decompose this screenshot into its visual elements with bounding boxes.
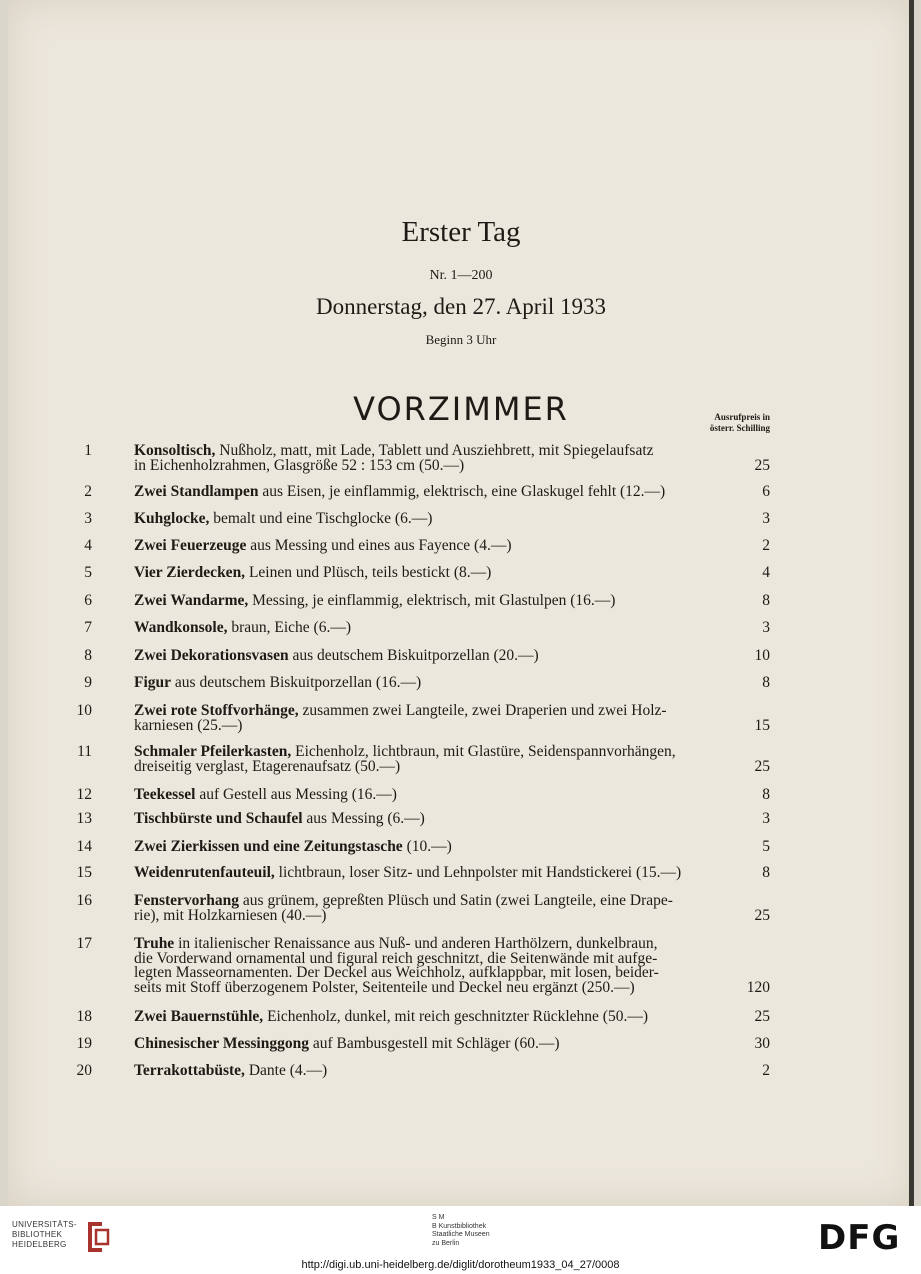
lot-number: 12 bbox=[76, 786, 92, 803]
description-line bbox=[134, 566, 768, 581]
lot-number: 9 bbox=[84, 674, 92, 691]
library-emblem-icon bbox=[84, 1218, 110, 1254]
lot-description bbox=[134, 649, 768, 664]
lot-description bbox=[134, 1010, 768, 1025]
lot-description bbox=[134, 788, 768, 803]
lot-description bbox=[134, 485, 768, 500]
description-line: rie), mit Holzkarniesen (40.—) bbox=[134, 906, 327, 924]
lot-item-name: Terrakottabüste, bbox=[134, 1062, 245, 1079]
lot-item-details: aus deutschem Biskuitporzellan (16.—) bbox=[171, 674, 422, 691]
lot-number: 6 bbox=[84, 592, 92, 609]
lot-item-details: Dante (4.—) bbox=[244, 1062, 328, 1079]
lot-number: 17 bbox=[76, 935, 92, 952]
lot-description bbox=[134, 594, 768, 609]
lot-item-name: Zwei Feuerzeuge bbox=[134, 537, 247, 554]
lot-description bbox=[134, 745, 768, 774]
lot-item-details: Eichenholz, dunkel, mit reich geschnitzter Rücklehne (50.—) bbox=[263, 1008, 648, 1025]
description-line bbox=[134, 1037, 768, 1052]
description-line bbox=[134, 539, 768, 554]
description-line bbox=[134, 866, 768, 881]
lot-number: 5 bbox=[84, 564, 92, 581]
auction-date: Donnerstag, den 27. April 1933 bbox=[315, 294, 606, 319]
lot-number: 4 bbox=[84, 537, 92, 554]
lot-item-name: Figur bbox=[134, 674, 172, 691]
lot-price: 10 bbox=[754, 647, 770, 664]
lot-price: 2 bbox=[762, 537, 770, 554]
lot-price: 30 bbox=[754, 1035, 770, 1052]
lot-price: 8 bbox=[762, 786, 770, 803]
lot-item-name: Schmaler Pfeilerkasten, bbox=[134, 743, 292, 760]
lot-price: 25 bbox=[754, 906, 770, 924]
price-header-line: Ausrufpreis in bbox=[714, 412, 770, 422]
lot-description bbox=[134, 539, 768, 554]
lot-description bbox=[134, 894, 768, 923]
description-line bbox=[134, 788, 768, 803]
lot-description bbox=[134, 812, 768, 827]
library-name-line: HEIDELBERG bbox=[12, 1240, 67, 1249]
lot-item-details: (10.—) bbox=[402, 838, 452, 855]
description-line bbox=[134, 621, 768, 636]
lot-price: 2 bbox=[762, 1062, 770, 1079]
lot-item-name: Weidenrutenfauteuil, bbox=[134, 864, 275, 881]
lot-item-name: Truhe bbox=[134, 935, 175, 952]
lot-item-name: Zwei Wandarme, bbox=[134, 592, 249, 609]
lot-price: 3 bbox=[762, 619, 770, 636]
lot-price: 25 bbox=[754, 757, 770, 775]
lot-item-details: auf Bambusgestell mit Schläger (60.—) bbox=[308, 1035, 560, 1052]
lot-item-details: in italienischer Renaissance aus Nuß- und anderen Harthölzern, dunkelbraun, bbox=[174, 935, 658, 952]
lot-description bbox=[134, 676, 768, 691]
lot-item-details: auf Gestell aus Messing (16.—) bbox=[195, 786, 397, 803]
lot-price: 25 bbox=[754, 456, 770, 474]
lot-item-details: Leinen und Plüsch, teils bestickt (8.—) bbox=[245, 564, 492, 581]
description-line: dreiseitig verglast, Etagerenaufsatz (50.—) bbox=[134, 757, 401, 775]
permalink-url[interactable]: http://digi.ub.uni-heidelberg.de/diglit/dorotheum1933_04_27/0008 bbox=[301, 1259, 620, 1271]
lot-item-details: lichtbraun, loser Sitz- und Lehnpolster mit Handstickerei (15.—) bbox=[274, 864, 682, 881]
description-line: seits mit Stoff überzogenem Polster, Seitenteile und Deckel neu ergänzt (250.—) bbox=[134, 978, 635, 996]
lot-number: 13 bbox=[76, 810, 92, 827]
section-title: VORZIMMER bbox=[353, 390, 569, 428]
lot-description bbox=[134, 1064, 768, 1079]
university-library-logo[interactable] bbox=[12, 1220, 77, 1250]
document-page bbox=[8, 0, 914, 1206]
lot-item-details: bemalt und eine Tischglocke (6.—) bbox=[209, 510, 433, 527]
lot-item-name: Tischbürste und Schaufel bbox=[134, 810, 303, 827]
lot-price: 4 bbox=[762, 564, 770, 581]
lot-item-details: aus deutschem Biskuitporzellan (20.—) bbox=[288, 647, 539, 664]
lot-number: 14 bbox=[76, 838, 92, 855]
lot-item-name: Zwei Zierkissen und eine Zeitungstasche bbox=[134, 838, 403, 855]
lot-description bbox=[134, 1037, 768, 1052]
lot-description bbox=[134, 444, 768, 473]
lot-description bbox=[134, 840, 768, 855]
lot-description bbox=[134, 937, 768, 995]
kunstbibliothek-logo[interactable] bbox=[432, 1214, 490, 1248]
sm-line: zu Berlin bbox=[432, 1239, 460, 1247]
lot-description bbox=[134, 866, 768, 881]
lot-number: 3 bbox=[84, 510, 92, 527]
lot-item-name: Fenstervorhang bbox=[134, 892, 240, 909]
digitization-footer bbox=[0, 1206, 921, 1274]
description-line bbox=[134, 812, 768, 827]
lot-item-name: Wandkonsole, bbox=[134, 619, 228, 636]
description-line bbox=[134, 840, 768, 855]
lot-item-details: Messing, je einflammig, elektrisch, mit Glastulpen (16.—) bbox=[248, 592, 616, 609]
description-line: legten Masseornamenten. Der Deckel aus Weichholz, aufklappbar, mit losen, beider- bbox=[134, 964, 659, 982]
lot-item-details: aus Eisen, je einflammig, elektrisch, eine Glaskugel fehlt (12.—) bbox=[258, 483, 666, 500]
description-line bbox=[134, 649, 768, 664]
description-line bbox=[134, 1064, 768, 1079]
lot-number: 10 bbox=[76, 702, 92, 719]
library-name-line: UNIVERSITÄTS- bbox=[12, 1220, 77, 1229]
sm-line: Staatliche Museen bbox=[432, 1231, 490, 1238]
lot-item-details: aus Messing (6.—) bbox=[302, 810, 425, 827]
description-line: karniesen (25.—) bbox=[134, 716, 243, 734]
lot-item-details: aus Messing und eines aus Fayence (4.—) bbox=[246, 537, 512, 554]
lot-price: 8 bbox=[762, 592, 770, 609]
lot-item-name: Vier Zierdecken, bbox=[134, 564, 246, 581]
lot-number: 15 bbox=[76, 864, 92, 881]
lot-range: Nr. 1—200 bbox=[429, 268, 493, 283]
lot-price: 3 bbox=[762, 810, 770, 827]
price-column-header bbox=[694, 412, 770, 434]
lot-description bbox=[134, 704, 768, 733]
lot-item-name: Zwei Dekorationsvasen bbox=[134, 647, 289, 664]
lot-price: 3 bbox=[762, 510, 770, 527]
description-line: die Vorderwand ornamental und figural reich geschnitzt, die Seitenwände mit aufge- bbox=[134, 949, 658, 967]
lot-item-name: Chinesischer Messinggong bbox=[134, 1035, 309, 1052]
dfg-logo[interactable]: DFG bbox=[818, 1218, 901, 1258]
lot-number: 7 bbox=[84, 619, 92, 636]
lot-item-name: Zwei Standlampen bbox=[134, 483, 259, 500]
lot-price: 120 bbox=[746, 978, 770, 996]
lot-price: 25 bbox=[754, 1008, 770, 1025]
lot-price: 8 bbox=[762, 864, 770, 881]
price-header-line: österr. Schilling bbox=[709, 423, 770, 433]
lot-item-details: aus grünem, gepreßten Plüsch und Satin (zwei Langteile, eine Drape- bbox=[239, 892, 673, 909]
lot-number: 18 bbox=[76, 1008, 92, 1025]
lot-number: 2 bbox=[84, 483, 92, 500]
lot-price: 6 bbox=[762, 483, 770, 500]
description-line: in Eichenholzrahmen, Glasgröße 52 : 153 cm (50.—) bbox=[134, 456, 465, 474]
lot-description bbox=[134, 621, 768, 636]
description-line bbox=[134, 676, 768, 691]
lot-item-name: Teekessel bbox=[134, 786, 196, 803]
description-line bbox=[134, 485, 768, 500]
library-name-line: BIBLIOTHEK bbox=[12, 1230, 63, 1239]
sm-line: B Kunstbibliothek bbox=[432, 1222, 487, 1230]
lot-price: 15 bbox=[754, 716, 770, 734]
lot-number: 19 bbox=[76, 1035, 92, 1052]
lot-item-name: Konsoltisch, bbox=[134, 442, 216, 459]
day-title: Erster Tag bbox=[401, 216, 521, 248]
lot-number: 11 bbox=[77, 743, 92, 760]
lot-price: 5 bbox=[762, 838, 770, 855]
start-time: Beginn 3 Uhr bbox=[425, 332, 497, 347]
lot-item-name: Zwei rote Stoffvorhänge, bbox=[134, 702, 299, 719]
lot-item-details: Nußholz, matt, mit Lade, Tablett und Ausziehbrett, mit Spiegelaufsatz bbox=[215, 442, 654, 459]
lot-number: 20 bbox=[76, 1062, 92, 1079]
lot-description bbox=[134, 512, 768, 527]
lot-item-details: braun, Eiche (6.—) bbox=[227, 619, 352, 636]
lot-item-name: Kuhglocke, bbox=[134, 510, 210, 527]
description-line bbox=[134, 594, 768, 609]
lot-item-details: Eichenholz, lichtbraun, mit Glastüre, Seidenspannvorhängen, bbox=[291, 743, 676, 760]
page-edge bbox=[909, 0, 914, 1206]
lot-item-name: Zwei Bauernstühle, bbox=[134, 1008, 264, 1025]
lot-number: 8 bbox=[84, 647, 92, 664]
description-line bbox=[134, 1010, 768, 1025]
lot-number: 16 bbox=[76, 892, 92, 909]
sm-line: S M bbox=[432, 1214, 445, 1221]
lot-number: 1 bbox=[84, 442, 92, 459]
lot-price: 8 bbox=[762, 674, 770, 691]
lot-item-details: zusammen zwei Langteile, zwei Draperien und zwei Holz- bbox=[298, 702, 667, 719]
lot-description bbox=[134, 566, 768, 581]
description-line bbox=[134, 512, 768, 527]
